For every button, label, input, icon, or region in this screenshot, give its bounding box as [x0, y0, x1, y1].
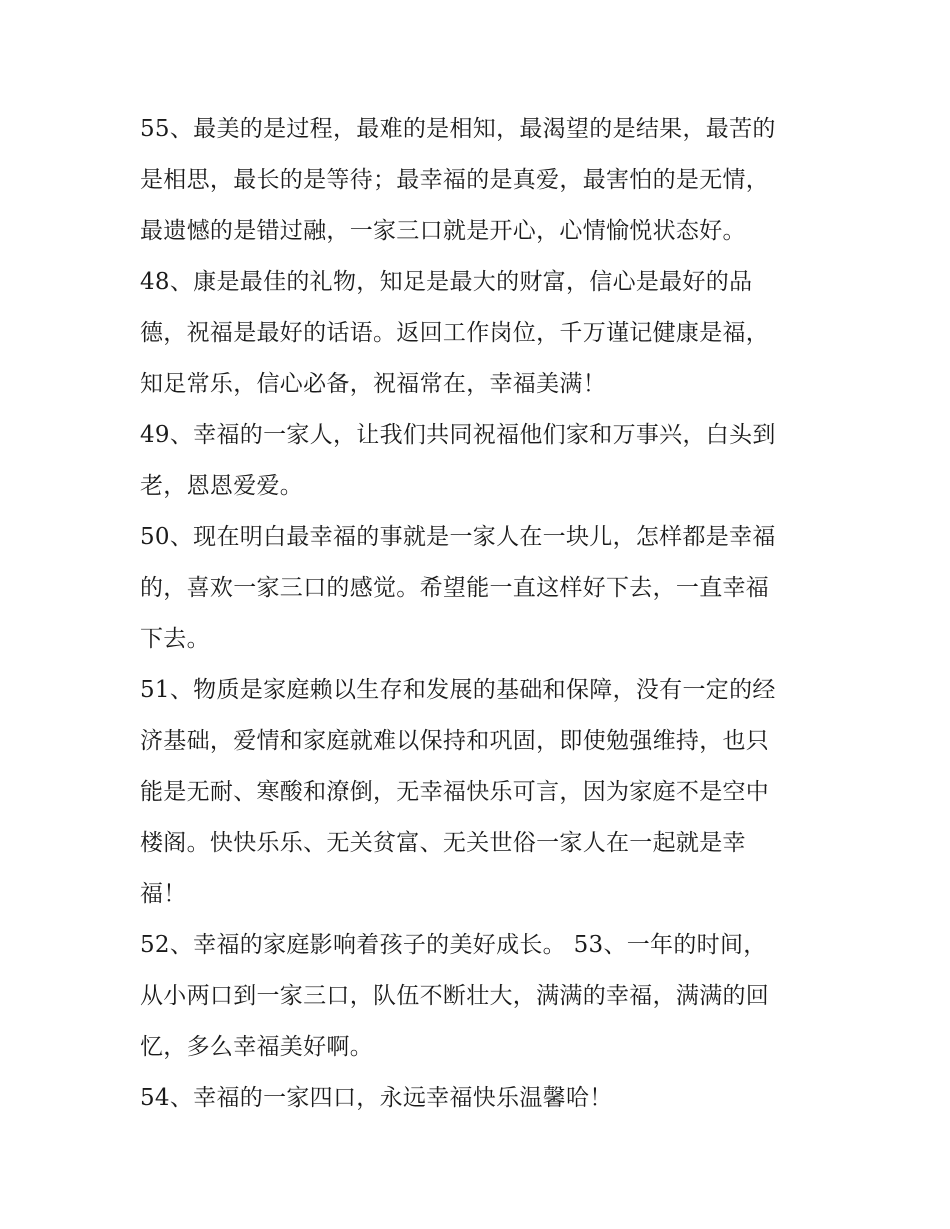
text-line: 55、最美的是过程，最难的是相知，最渴望的是结果，最苦的: [140, 116, 776, 142]
text-line: 50、现在明白最幸福的事就是一家人在一块儿，怎样都是幸福: [140, 524, 776, 550]
paragraph-51: [140, 665, 820, 920]
text-line: 济基础，爱情和家庭就难以保持和巩固，即使勉强维持，也只: [140, 728, 770, 754]
text-line: 54、幸福的一家四口，永远幸福快乐温馨哈！: [140, 1085, 613, 1111]
text-line: 最遗憾的是错过融，一家三口就是开心，心情愉悦状态好。: [140, 218, 746, 244]
text-line: 知足常乐，信心必备，祝福常在，幸福美满！: [140, 371, 606, 397]
text-line: 从小两口到一家三口，队伍不断壮大，满满的幸福，满满的回: [140, 983, 770, 1009]
text-line: 楼阁。快快乐乐、无关贫富、无关世俗一家人在一起就是幸: [140, 830, 746, 856]
text-line: 51、物质是家庭赖以生存和发展的基础和保障，没有一定的经: [140, 677, 776, 703]
paragraph-52: [140, 920, 820, 1073]
text-line: 能是无耐、寒酸和潦倒，无幸福快乐可言，因为家庭不是空中: [140, 779, 770, 805]
text-line: 德，祝福是最好的话语。返回工作岗位，千万谨记健康是福，: [140, 320, 770, 346]
text-line: 是相思，最长的是等待；最幸福的是真爱，最害怕的是无情，: [140, 167, 770, 193]
paragraph-55: [140, 104, 820, 257]
text-line: 的，喜欢一家三口的感觉。希望能一直这样好下去，一直幸福: [140, 575, 770, 601]
text-line: 49、幸福的一家人，让我们共同祝福他们家和万事兴，白头到: [140, 422, 776, 448]
paragraph-50: [140, 512, 820, 665]
text-line: 忆，多么幸福美好啊。: [140, 1034, 373, 1060]
paragraph-48: [140, 257, 820, 410]
document-body: [140, 104, 820, 1124]
paragraph-54: [140, 1073, 820, 1124]
text-line: 48、康是最佳的礼物，知足是最大的财富，信心是最好的品: [140, 269, 753, 295]
paragraph-49: [140, 410, 820, 512]
text-line: 下去。: [140, 626, 210, 652]
text-line: 老，恩恩爱爱。: [140, 473, 304, 499]
text-line: 福！: [140, 881, 187, 907]
text-line: 52、幸福的家庭影响着孩子的美好成长。 53、一年的时间，: [140, 932, 767, 958]
